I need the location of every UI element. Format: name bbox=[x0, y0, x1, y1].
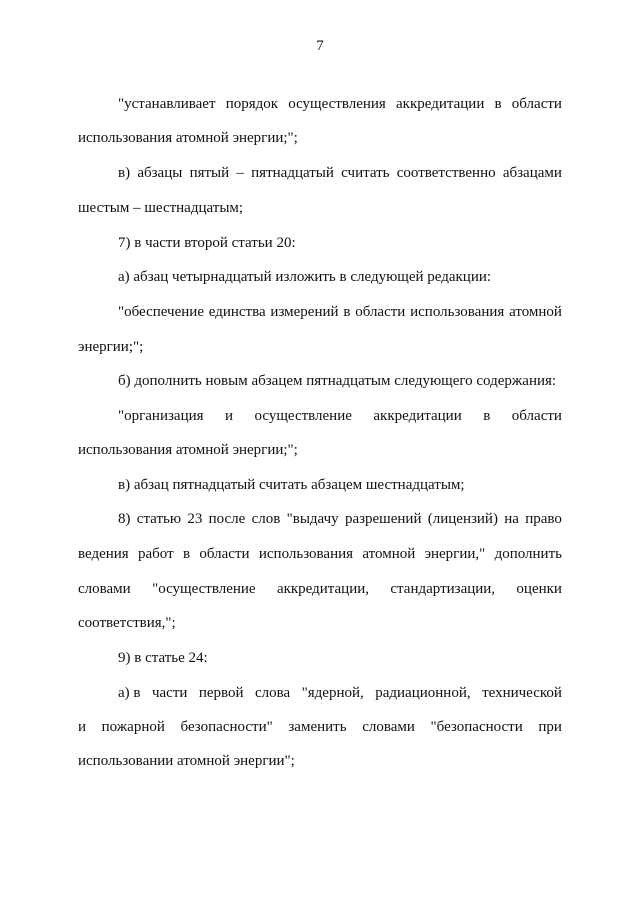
text-line-8: энергии;"; bbox=[78, 339, 144, 355]
word: а) в bbox=[118, 685, 141, 701]
word: части bbox=[151, 685, 188, 701]
word: аккредитации bbox=[396, 96, 485, 112]
word: при bbox=[538, 719, 562, 735]
text-line-18 bbox=[118, 684, 562, 702]
text-line-4: шестым – шестнадцатым; bbox=[78, 200, 244, 216]
word: работ bbox=[138, 546, 174, 562]
word: "выдачу bbox=[286, 511, 339, 527]
word: пожарной bbox=[101, 719, 165, 735]
word: "устанавливает bbox=[118, 96, 216, 112]
word: в bbox=[494, 96, 502, 112]
word: в bbox=[483, 408, 491, 424]
text-line-15 bbox=[78, 580, 562, 598]
text-line-9: б) дополнить новым абзацем пятнадцатым следующего содержания: bbox=[118, 373, 557, 389]
word: стандартизации, bbox=[390, 581, 496, 597]
word: "безопасности bbox=[430, 719, 523, 735]
word: право bbox=[525, 511, 562, 527]
word: и bbox=[225, 408, 234, 424]
word: пятый bbox=[189, 165, 230, 181]
text-line-3 bbox=[118, 164, 562, 182]
word: технической bbox=[482, 685, 562, 701]
text-line-19 bbox=[78, 718, 562, 736]
word: слов bbox=[251, 511, 281, 527]
word: области bbox=[199, 546, 250, 562]
word: оценки bbox=[516, 581, 562, 597]
word: дополнить bbox=[494, 546, 562, 562]
text-line-12: в) абзац пятнадцатый считать абзацем шестнадцатым; bbox=[118, 477, 465, 493]
word: статью bbox=[136, 511, 182, 527]
word: в) bbox=[118, 165, 131, 181]
text-line-13 bbox=[118, 510, 562, 528]
word: ведения bbox=[78, 546, 129, 562]
text-line-1 bbox=[118, 95, 562, 113]
text-line-10 bbox=[118, 407, 562, 425]
word: словами bbox=[362, 719, 415, 735]
word: "организация bbox=[118, 408, 204, 424]
word: аккредитации bbox=[373, 408, 462, 424]
word: "ядерной, bbox=[301, 685, 364, 701]
word: осуществление bbox=[254, 408, 352, 424]
word: порядок bbox=[225, 96, 279, 112]
word: – bbox=[236, 165, 244, 181]
text-line-7 bbox=[118, 303, 562, 321]
word: аккредитации, bbox=[276, 581, 370, 597]
word: заменить bbox=[288, 719, 347, 735]
word: измерений bbox=[270, 304, 339, 320]
word: "обеспечение bbox=[118, 304, 204, 320]
word: 23 bbox=[187, 511, 203, 527]
word: абзацы bbox=[137, 165, 183, 181]
word: в bbox=[343, 304, 351, 320]
text-line-14 bbox=[78, 545, 562, 563]
word: считать bbox=[341, 165, 390, 181]
word: словами bbox=[78, 581, 131, 597]
word: соответственно bbox=[396, 165, 496, 181]
word: (лицензий) bbox=[427, 511, 498, 527]
word: области bbox=[355, 304, 406, 320]
text-line-5: 7) в части второй статьи 20: bbox=[118, 235, 296, 251]
word: осуществления bbox=[288, 96, 386, 112]
text-line-16: соответствия,"; bbox=[78, 615, 176, 631]
word: атомной bbox=[362, 546, 416, 562]
word: 8) bbox=[118, 511, 131, 527]
word: первой bbox=[198, 685, 244, 701]
word: и bbox=[78, 719, 87, 735]
text-line-11: использования атомной энергии;"; bbox=[78, 442, 298, 458]
word: безопасности" bbox=[180, 719, 273, 735]
word: энергии," bbox=[424, 546, 486, 562]
word: использования bbox=[258, 546, 354, 562]
word: радиационной, bbox=[375, 685, 471, 701]
text-line-20: использовании атомной энергии"; bbox=[78, 753, 295, 769]
word: атомной bbox=[509, 304, 562, 320]
text-line-2: использования атомной энергии;"; bbox=[78, 130, 298, 146]
page-number: 7 bbox=[316, 38, 324, 54]
text-line-6: а) абзац четырнадцатый изложить в следующей редакции: bbox=[118, 269, 492, 285]
word: области bbox=[511, 96, 562, 112]
text-line-17: 9) в статье 24: bbox=[118, 650, 208, 666]
word: после bbox=[208, 511, 246, 527]
word: использования bbox=[410, 304, 505, 320]
word: в bbox=[182, 546, 191, 562]
word: пятнадцатый bbox=[251, 165, 334, 181]
word: области bbox=[511, 408, 562, 424]
word: разрешений bbox=[344, 511, 422, 527]
word: абзацами bbox=[502, 165, 562, 181]
word: на bbox=[504, 511, 519, 527]
word: слова bbox=[255, 685, 291, 701]
word: "осуществление bbox=[152, 581, 256, 597]
word: единства bbox=[208, 304, 266, 320]
